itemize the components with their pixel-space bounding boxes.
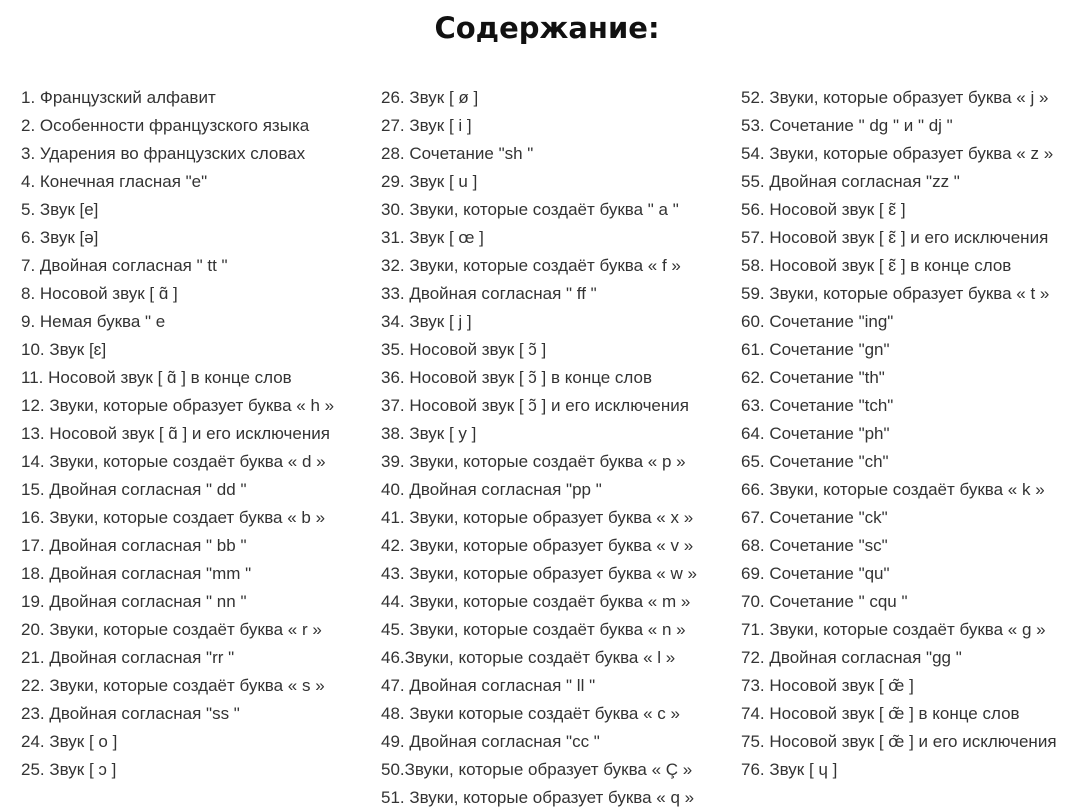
toc-item	[741, 140, 1079, 168]
toc-link[interactable]: 42. Звуки, которые образует буква « v »	[381, 536, 694, 555]
toc-item	[381, 336, 726, 364]
toc-item	[381, 448, 726, 476]
toc-link[interactable]: 43. Звуки, которые образует буква « w »	[381, 564, 697, 583]
toc-item	[741, 420, 1079, 448]
toc-link[interactable]: 75. Носовой звук [ œ̃ ] и его исключения	[741, 732, 1057, 751]
toc-item	[21, 448, 361, 476]
toc-link[interactable]: 17. Двойная согласная " bb "	[21, 536, 247, 555]
toc-item	[21, 364, 361, 392]
toc-link[interactable]: 19. Двойная согласная " nn "	[21, 592, 247, 611]
toc-item	[741, 532, 1079, 560]
toc-item	[381, 140, 726, 168]
toc-item	[741, 700, 1079, 728]
toc-item	[21, 140, 361, 168]
toc-item	[741, 252, 1079, 280]
toc-link[interactable]: 3. Ударения во французских словах	[21, 144, 306, 163]
toc-link[interactable]: 71. Звуки, которые создаёт буква « g »	[741, 620, 1046, 639]
toc-item	[381, 504, 726, 532]
toc-link[interactable]: 68. Сочетание "sc"	[741, 536, 888, 555]
toc-link[interactable]: 52. Звуки, которые образует буква « j »	[741, 88, 1049, 107]
toc-item	[21, 308, 361, 336]
toc-link[interactable]: 74. Носовой звук [ œ̃ ] в конце слов	[741, 704, 1020, 723]
toc-link[interactable]: 11. Носовой звук [ ɑ̃ ] в конце слов	[21, 368, 292, 387]
toc-item	[381, 280, 726, 308]
toc-item	[21, 756, 361, 784]
toc-link[interactable]: 14. Звуки, которые создаёт буква « d »	[21, 452, 326, 471]
toc-item	[381, 532, 726, 560]
toc-item	[21, 672, 361, 700]
toc-link[interactable]: 55. Двойная согласная "zz "	[741, 172, 960, 191]
toc-link[interactable]: 32. Звуки, которые создаёт буква « f »	[381, 256, 681, 275]
toc-item	[381, 588, 726, 616]
toc-item	[381, 392, 726, 420]
page-title: Содержание:	[434, 11, 660, 45]
toc-item	[741, 308, 1079, 336]
toc-link[interactable]: 35. Носовой звук [ ɔ̃ ]	[381, 340, 547, 359]
toc-link[interactable]: 38. Звук [ y ]	[381, 424, 477, 443]
toc-item	[21, 280, 361, 308]
toc-item	[21, 476, 361, 504]
toc-item	[741, 448, 1079, 476]
toc-item	[741, 588, 1079, 616]
toc-link[interactable]: 58. Носовой звук [ ɛ̃ ] в конце слов	[741, 256, 1012, 275]
toc-item	[741, 728, 1079, 756]
toc-link[interactable]: 70. Сочетание " cqu "	[741, 592, 908, 611]
toc-item	[21, 700, 361, 728]
toc-link[interactable]: 2. Особенности французского языка	[21, 116, 310, 135]
toc-link[interactable]: 24. Звук [ o ]	[21, 732, 118, 751]
toc-link[interactable]: 40. Двойная согласная "pp "	[381, 480, 602, 499]
toc-link[interactable]: 8. Носовой звук [ ɑ̃ ]	[21, 284, 178, 303]
toc-link[interactable]: 34. Звук [ j ]	[381, 312, 472, 331]
toc-item	[741, 616, 1079, 644]
toc-item	[381, 420, 726, 448]
toc-item	[741, 504, 1079, 532]
toc-item	[21, 588, 361, 616]
toc-link[interactable]: 28. Сочетание "sh "	[381, 144, 534, 163]
toc-item	[741, 560, 1079, 588]
toc-item	[381, 560, 726, 588]
toc-item	[741, 756, 1079, 784]
toc-link[interactable]: 60. Сочетание "ing"	[741, 312, 894, 331]
toc-item	[381, 224, 726, 252]
toc-item	[741, 644, 1079, 672]
toc-item	[381, 476, 726, 504]
toc-item	[381, 644, 726, 672]
toc-link[interactable]: 61. Сочетание "gn"	[741, 340, 890, 359]
toc-link[interactable]: 12. Звуки, которые образует буква « h »	[21, 396, 335, 415]
toc-item	[21, 728, 361, 756]
toc-link[interactable]: 45. Звуки, которые создаёт буква « n »	[381, 620, 686, 639]
toc-column-3	[741, 84, 1079, 784]
toc-item	[21, 84, 361, 112]
toc-link[interactable]: 23. Двойная согласная "ss "	[21, 704, 240, 723]
toc-item	[741, 168, 1079, 196]
toc-link[interactable]: 31. Звук [ œ ]	[381, 228, 484, 247]
toc-link[interactable]: 20. Звуки, которые создаёт буква « r »	[21, 620, 322, 639]
toc-item	[381, 196, 726, 224]
toc-link[interactable]: 72. Двойная согласная "gg "	[741, 648, 962, 667]
toc-link[interactable]: 67. Сочетание "ck"	[741, 508, 888, 527]
toc-item	[741, 672, 1079, 700]
toc-link[interactable]: 16. Звуки, которые создает буква « b »	[21, 508, 326, 527]
toc-item	[381, 252, 726, 280]
toc-link[interactable]: 15. Двойная согласная " dd "	[21, 480, 247, 499]
toc-link[interactable]: 47. Двойная согласная " ll "	[381, 676, 596, 695]
toc-link[interactable]: 30. Звуки, которые создаёт буква " a "	[381, 200, 679, 219]
toc-link[interactable]: 1. Французский алфавит	[21, 88, 216, 107]
toc-item	[21, 168, 361, 196]
toc-item	[21, 420, 361, 448]
toc-link[interactable]: 26. Звук [ ø ]	[381, 88, 479, 107]
toc-link[interactable]: 73. Носовой звук [ œ̃ ]	[741, 676, 914, 695]
toc-link[interactable]: 59. Звуки, которые образует буква « t »	[741, 284, 1050, 303]
toc-item	[21, 252, 361, 280]
toc-link[interactable]: 48. Звуки которые создаёт буква « c »	[381, 704, 680, 723]
toc-item	[741, 224, 1079, 252]
toc-column-1	[21, 84, 361, 784]
toc-link[interactable]: 46.Звуки, которые создаёт буква « l »	[381, 648, 676, 667]
toc-link[interactable]: 64. Сочетание "ph"	[741, 424, 890, 443]
toc-link[interactable]: 5. Звук [e]	[21, 200, 99, 219]
toc-item	[21, 196, 361, 224]
toc-link[interactable]: 27. Звук [ i ]	[381, 116, 472, 135]
toc-item	[381, 756, 726, 784]
toc-link[interactable]: 49. Двойная согласная "cc "	[381, 732, 600, 751]
toc-item	[381, 84, 726, 112]
toc-item	[21, 112, 361, 140]
toc-link[interactable]: 36. Носовой звук [ ɔ̃ ] в конце слов	[381, 368, 653, 387]
toc-link[interactable]: 57. Носовой звук [ ɛ̃ ] и его исключения	[741, 228, 1049, 247]
toc-item	[21, 616, 361, 644]
toc-item	[381, 168, 726, 196]
toc-link[interactable]: 41. Звуки, которые образует буква « x »	[381, 508, 694, 527]
toc-link[interactable]: 4. Конечная гласная "e"	[21, 172, 208, 191]
toc-item	[381, 728, 726, 756]
toc-link[interactable]: 63. Сочетание "tch"	[741, 396, 894, 415]
toc-item	[741, 336, 1079, 364]
toc-item	[741, 84, 1079, 112]
toc-link[interactable]: 25. Звук [ ɔ ]	[21, 760, 117, 779]
toc-item	[741, 196, 1079, 224]
toc-item	[21, 336, 361, 364]
toc-item	[21, 560, 361, 588]
toc-item	[21, 224, 361, 252]
toc-link[interactable]: 33. Двойная согласная " ff "	[381, 284, 597, 303]
toc-link[interactable]: 18. Двойная согласная "mm "	[21, 564, 252, 583]
toc-item	[381, 672, 726, 700]
toc-link[interactable]: 7. Двойная согласная " tt "	[21, 256, 228, 275]
toc-item	[741, 392, 1079, 420]
toc-link[interactable]: 53. Сочетание " dg " и " dj "	[741, 116, 953, 135]
toc-link[interactable]: 29. Звук [ u ]	[381, 172, 478, 191]
toc-link[interactable]: 62. Сочетание "th"	[741, 368, 885, 387]
toc-link[interactable]: 22. Звуки, которые создаёт буква « s »	[21, 676, 325, 695]
toc-item	[741, 364, 1079, 392]
toc-link[interactable]: 66. Звуки, которые создаёт буква « k »	[741, 480, 1045, 499]
toc-link[interactable]: 39. Звуки, которые создаёт буква « p »	[381, 452, 686, 471]
toc-link[interactable]: 56. Носовой звук [ ɛ̃ ]	[741, 200, 906, 219]
toc-link[interactable]: 50.Звуки, которые образует буква « Ç »	[381, 760, 693, 779]
toc-item	[21, 532, 361, 560]
toc-item	[381, 700, 726, 728]
toc-item	[381, 616, 726, 644]
toc-item	[381, 364, 726, 392]
toc-link[interactable]: 65. Сочетание "ch"	[741, 452, 889, 471]
toc-item	[381, 784, 726, 812]
toc-link[interactable]: 10. Звук [ɛ]	[21, 340, 107, 359]
toc-column-2	[381, 84, 726, 812]
toc-link[interactable]: 44. Звуки, которые создаёт буква « m »	[381, 592, 691, 611]
toc-link[interactable]: 13. Носовой звук [ ɑ̃ ] и его исключения	[21, 424, 330, 443]
toc-link[interactable]: 69. Сочетание "qu"	[741, 564, 890, 583]
toc-item	[741, 112, 1079, 140]
toc-link[interactable]: 37. Носовой звук [ ɔ̃ ] и его исключения	[381, 396, 689, 415]
toc-item	[741, 280, 1079, 308]
toc-item	[381, 308, 726, 336]
toc-item	[21, 644, 361, 672]
toc-link[interactable]: 54. Звуки, которые образует буква « z »	[741, 144, 1054, 163]
toc-link[interactable]: 9. Немая буква " e	[21, 312, 166, 331]
toc-link[interactable]: 76. Звук [ ɥ ]	[741, 760, 838, 779]
toc-item	[21, 392, 361, 420]
toc-item	[741, 476, 1079, 504]
toc-link[interactable]: 21. Двойная согласная "rr "	[21, 648, 235, 667]
toc-item	[381, 112, 726, 140]
toc-item	[21, 504, 361, 532]
toc-link[interactable]: 6. Звук [ə]	[21, 228, 99, 247]
toc-link[interactable]: 51. Звуки, которые образует буква « q »	[381, 788, 695, 807]
